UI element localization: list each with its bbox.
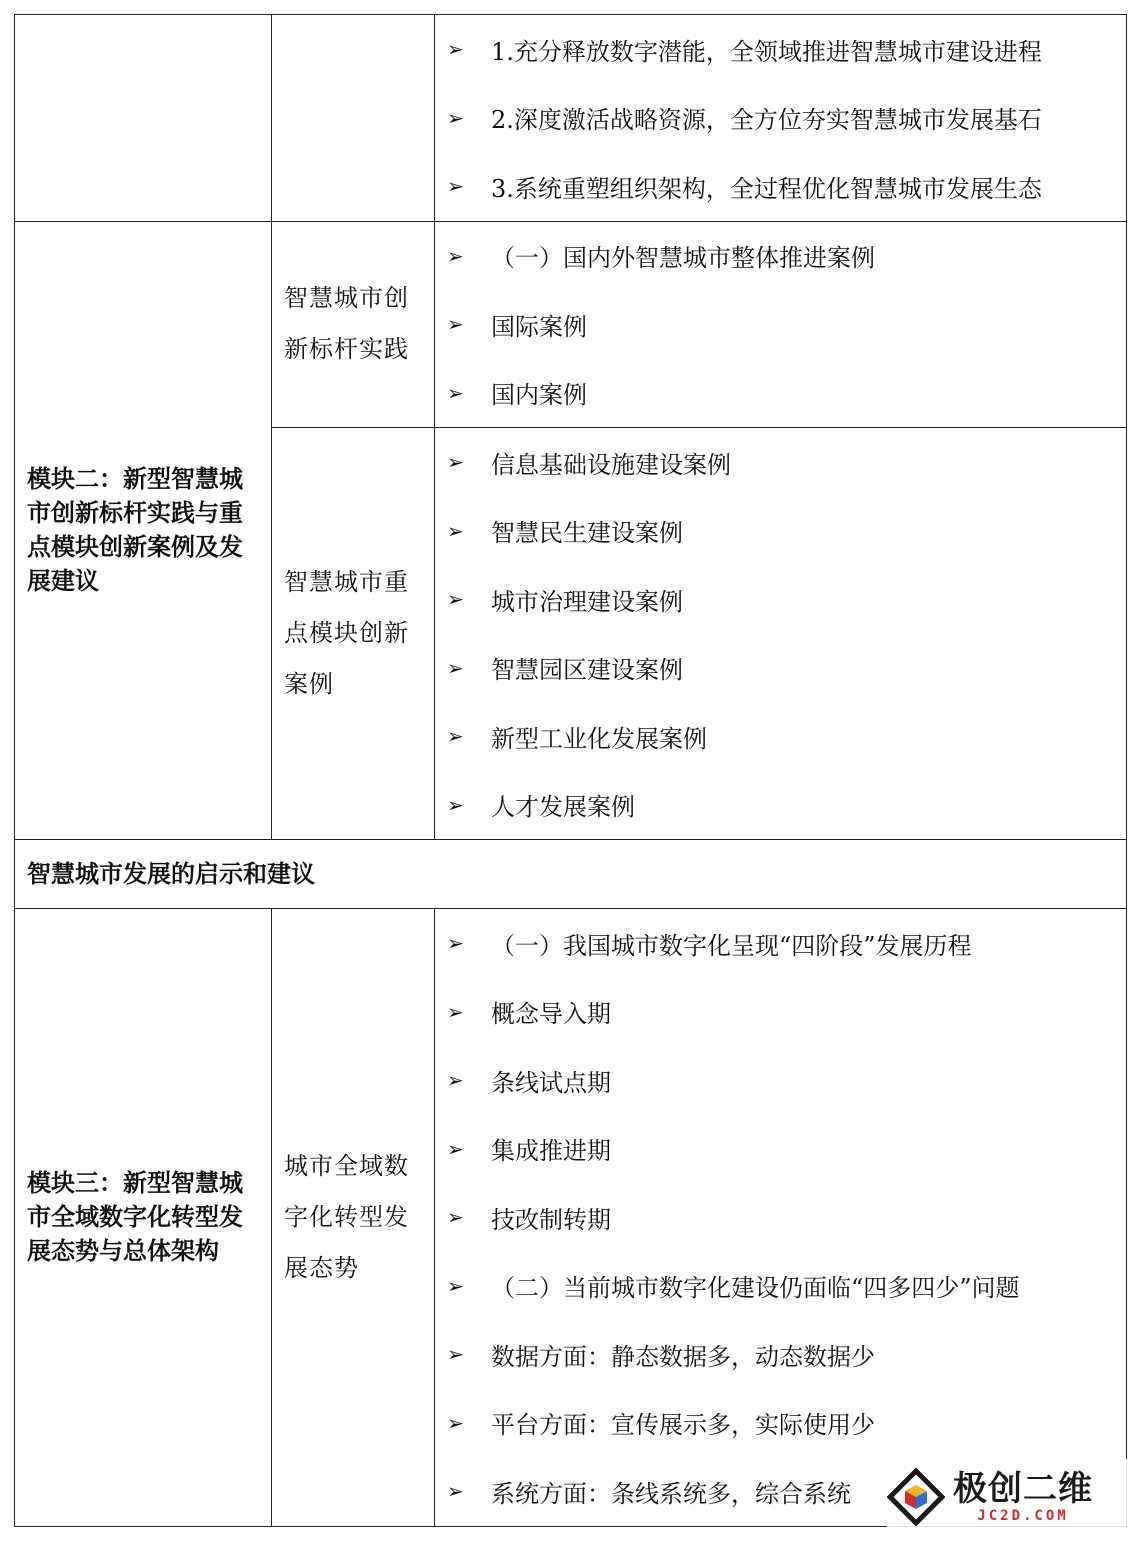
arrow-bullet-icon: ➢ (447, 380, 464, 405)
arrow-bullet-icon: ➢ (447, 792, 464, 817)
module-cell (15, 15, 272, 222)
list-item: ➢ 人才发展案例 (435, 771, 1126, 840)
list-item: ➢ 平台方面：宣传展示多，实际使用少 (435, 1389, 1126, 1458)
list-item: ➢ 2.深度激活战略资源，全方位夯实智慧城市发展基石 (435, 84, 1126, 153)
arrow-bullet-icon: ➢ (447, 1410, 464, 1435)
arrow-bullet-icon: ➢ (447, 243, 464, 268)
arrow-bullet-icon: ➢ (447, 587, 464, 612)
watermark (887, 1459, 1133, 1535)
module-2-subtopic-1-title: 智慧城市创新标杆实践 (284, 284, 409, 364)
list-item: ➢ 技改制转期 (435, 1183, 1126, 1252)
arrow-bullet-icon: ➢ (447, 1136, 464, 1161)
arrow-bullet-icon: ➢ (447, 37, 464, 62)
list-item: ➢ （一）我国城市数字化呈现“四阶段”发展历程 (435, 909, 1126, 978)
table-row (15, 909, 1127, 1527)
list-item: ➢ 系统方面：条线系统多，综合系统 (435, 1457, 1126, 1526)
list-item: ➢ 城市治理建设案例 (435, 565, 1126, 634)
arrow-bullet-icon: ➢ (447, 1068, 464, 1093)
subtopic-cell (272, 15, 435, 222)
module-2-subtopic-2-title: 智慧城市重点模块创新案例 (284, 568, 409, 698)
module-3-subtopic-1-title: 城市全域数字化转型发展态势 (284, 1151, 409, 1282)
watermark-text (953, 1470, 1093, 1524)
table-row (15, 840, 1127, 909)
subtopic-cell (272, 909, 435, 1527)
module-3-title: 模块三：新型智慧城市全域数字化转型发展态势与总体架构 (27, 1169, 243, 1266)
list-item: ➢ 集成推进期 (435, 1115, 1126, 1184)
arrow-bullet-icon: ➢ (447, 312, 464, 337)
list-item: ➢ 1.充分释放数字潜能，全领域推进智慧城市建设进程 (435, 15, 1126, 84)
table-row (15, 221, 1127, 428)
list-item: ➢ 国内案例 (435, 359, 1126, 428)
section-cell (15, 840, 1127, 909)
module-cell (15, 221, 272, 840)
arrow-bullet-icon: ➢ (447, 174, 464, 199)
bullets-cell (435, 221, 1127, 428)
list-item: ➢ 信息基础设施建设案例 (435, 428, 1126, 497)
list-item: ➢ 新型工业化发展案例 (435, 702, 1126, 771)
list-item: ➢ 概念导入期 (435, 978, 1126, 1047)
bullet-list (435, 15, 1126, 221)
bullet-list (435, 909, 1126, 1526)
arrow-bullet-icon: ➢ (447, 931, 464, 956)
arrow-bullet-icon: ➢ (447, 1342, 464, 1367)
subtopic-cell (272, 221, 435, 428)
arrow-bullet-icon: ➢ (447, 655, 464, 680)
bullets-cell (435, 909, 1127, 1527)
watermark-name-cn: 极创二维 (953, 1469, 1093, 1509)
cube-diamond-logo-icon (887, 1468, 945, 1526)
module-cell (15, 909, 272, 1527)
section-title: 智慧城市发展的启示和建议 (27, 860, 315, 888)
list-item: ➢ （二）当前城市数字化建设仍面临“四多四少”问题 (435, 1252, 1126, 1321)
list-item: ➢ 数据方面：静态数据多，动态数据少 (435, 1320, 1126, 1389)
bullets-cell (435, 428, 1127, 840)
arrow-bullet-icon: ➢ (447, 1479, 464, 1504)
module-2-title: 模块二：新型智慧城市创新标杆实践与重点模块创新案例及发展建议 (27, 465, 243, 596)
list-item: ➢ 智慧园区建设案例 (435, 634, 1126, 703)
course-outline-table (14, 14, 1127, 1527)
table-row (15, 15, 1127, 222)
list-item: ➢ 3.系统重塑组织架构，全过程优化智慧城市发展生态 (435, 152, 1126, 221)
list-item: ➢ （一）国内外智慧城市整体推进案例 (435, 222, 1126, 291)
subtopic-cell (272, 428, 435, 840)
list-item: ➢ 条线试点期 (435, 1046, 1126, 1115)
list-item: ➢ 国际案例 (435, 290, 1126, 359)
arrow-bullet-icon: ➢ (447, 1205, 464, 1230)
arrow-bullet-icon: ➢ (447, 450, 464, 475)
bullet-list (435, 222, 1126, 428)
arrow-bullet-icon: ➢ (447, 105, 464, 130)
arrow-bullet-icon: ➢ (447, 1273, 464, 1298)
list-item: ➢ 智慧民生建设案例 (435, 497, 1126, 566)
arrow-bullet-icon: ➢ (447, 724, 464, 749)
bullets-cell (435, 15, 1127, 222)
bullet-list (435, 428, 1126, 839)
watermark-name-en: JC2D.COM (977, 1508, 1069, 1524)
arrow-bullet-icon: ➢ (447, 999, 464, 1024)
arrow-bullet-icon: ➢ (447, 518, 464, 543)
